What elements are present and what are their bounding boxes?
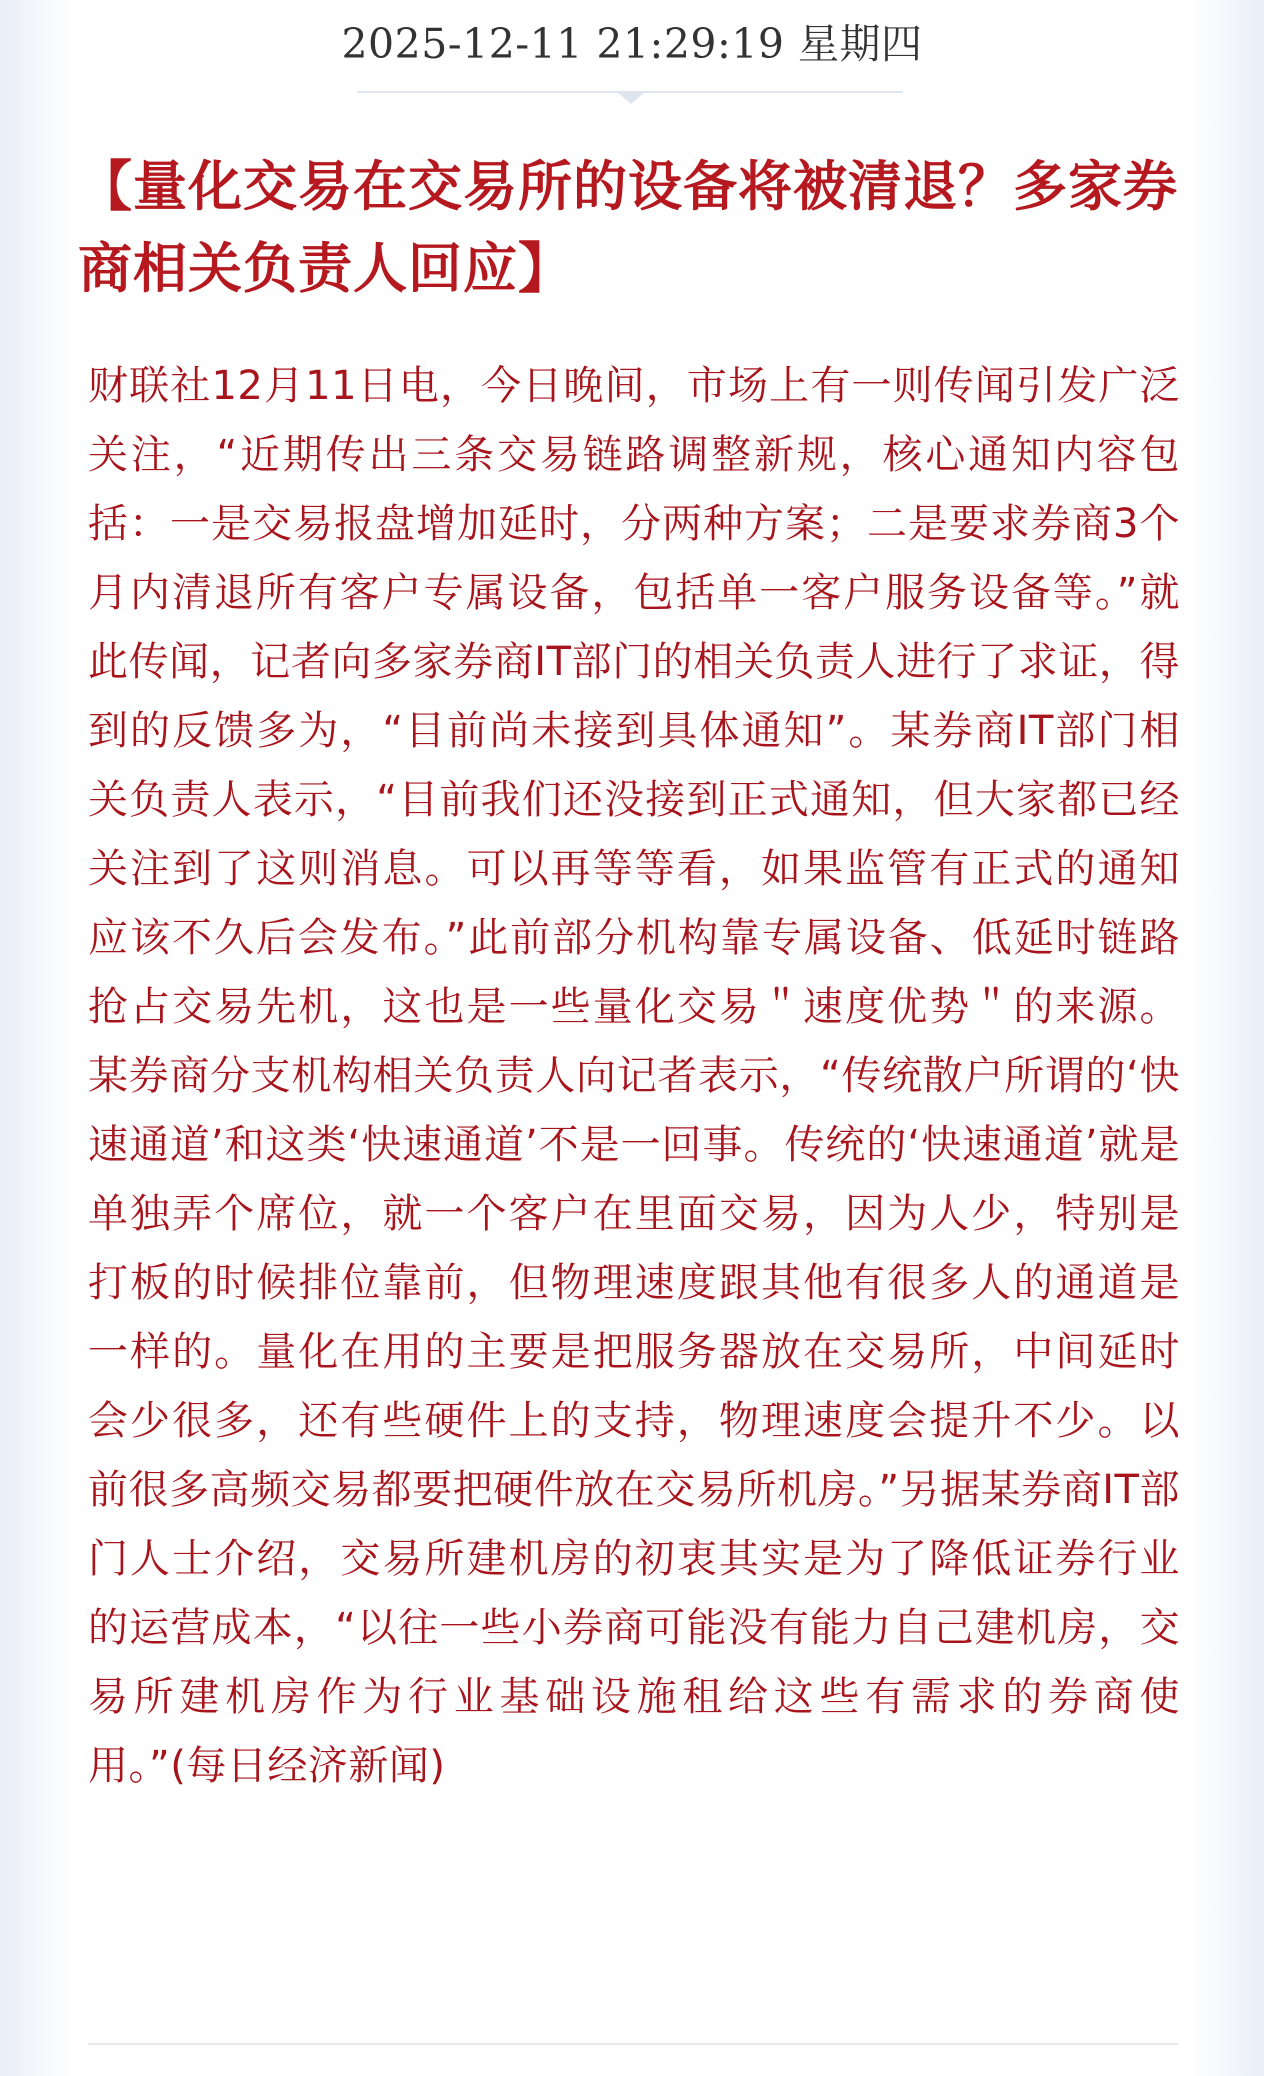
article-body: 财联社12月11日电，今日晚间，市场上有一则传闻引发广泛关注，“近期传出三条交易链路调整新规，核心通知内容包括：一是交易报盘增加延时，分两种方案；二是要求券商3个月内清退所有客户专属设备，包括单一客户服务设备等。”就此传闻，记者向多家券商IT部门的相关负责人进行了求证，得到的反馈多为，“目前尚未接到具体通知”。某券商IT部门相关负责人表示，“目前我们还没接到正式通知，但大家都已经关注到了这则消息。可以再等等看，如果监管有正式的通知应该不久后会发布。”此前部分机构靠专属设备、低延时链路抢占交易先机，这也是一些量化交易＂速度优势＂的来源。某券商分支机构相关负责人向记者表示，“传统散户所谓的‘快速通道’和这类‘快速通道’不是一回事。传统的‘快速通道’就是单独弄个席位，就一个客户在里面交易，因为人少，特别是打板的时候排位靠前，但物理速度跟其他有很多人的通道是一样的。量化在用的主要是把服务器放在交易所，中间延时会少很多，还有些硬件上的支持，物理速度会提升不少。以前很多高频交易都要把硬件放在交易所机房。”另据某券商IT部门人士介绍，交易所建机房的初衷其实是为了降低证券行业的运营成本，“以往一些小券商可能没有能力自己建机房，交易所建机房作为行业基础设施租给这些有需求的券商使用。”(每日经济新闻) bbox=[88, 363, 1180, 1789]
date-header bbox=[0, 0, 1264, 110]
article-title: 【量化交易在交易所的设备将被清退？多家券商相关负责人回应】 bbox=[78, 155, 1178, 300]
publish-datetime: 2025-12-11 21:29:19 星期四 bbox=[341, 20, 923, 68]
divider-notch-icon bbox=[617, 92, 645, 104]
bottom-divider bbox=[88, 2043, 1178, 2045]
